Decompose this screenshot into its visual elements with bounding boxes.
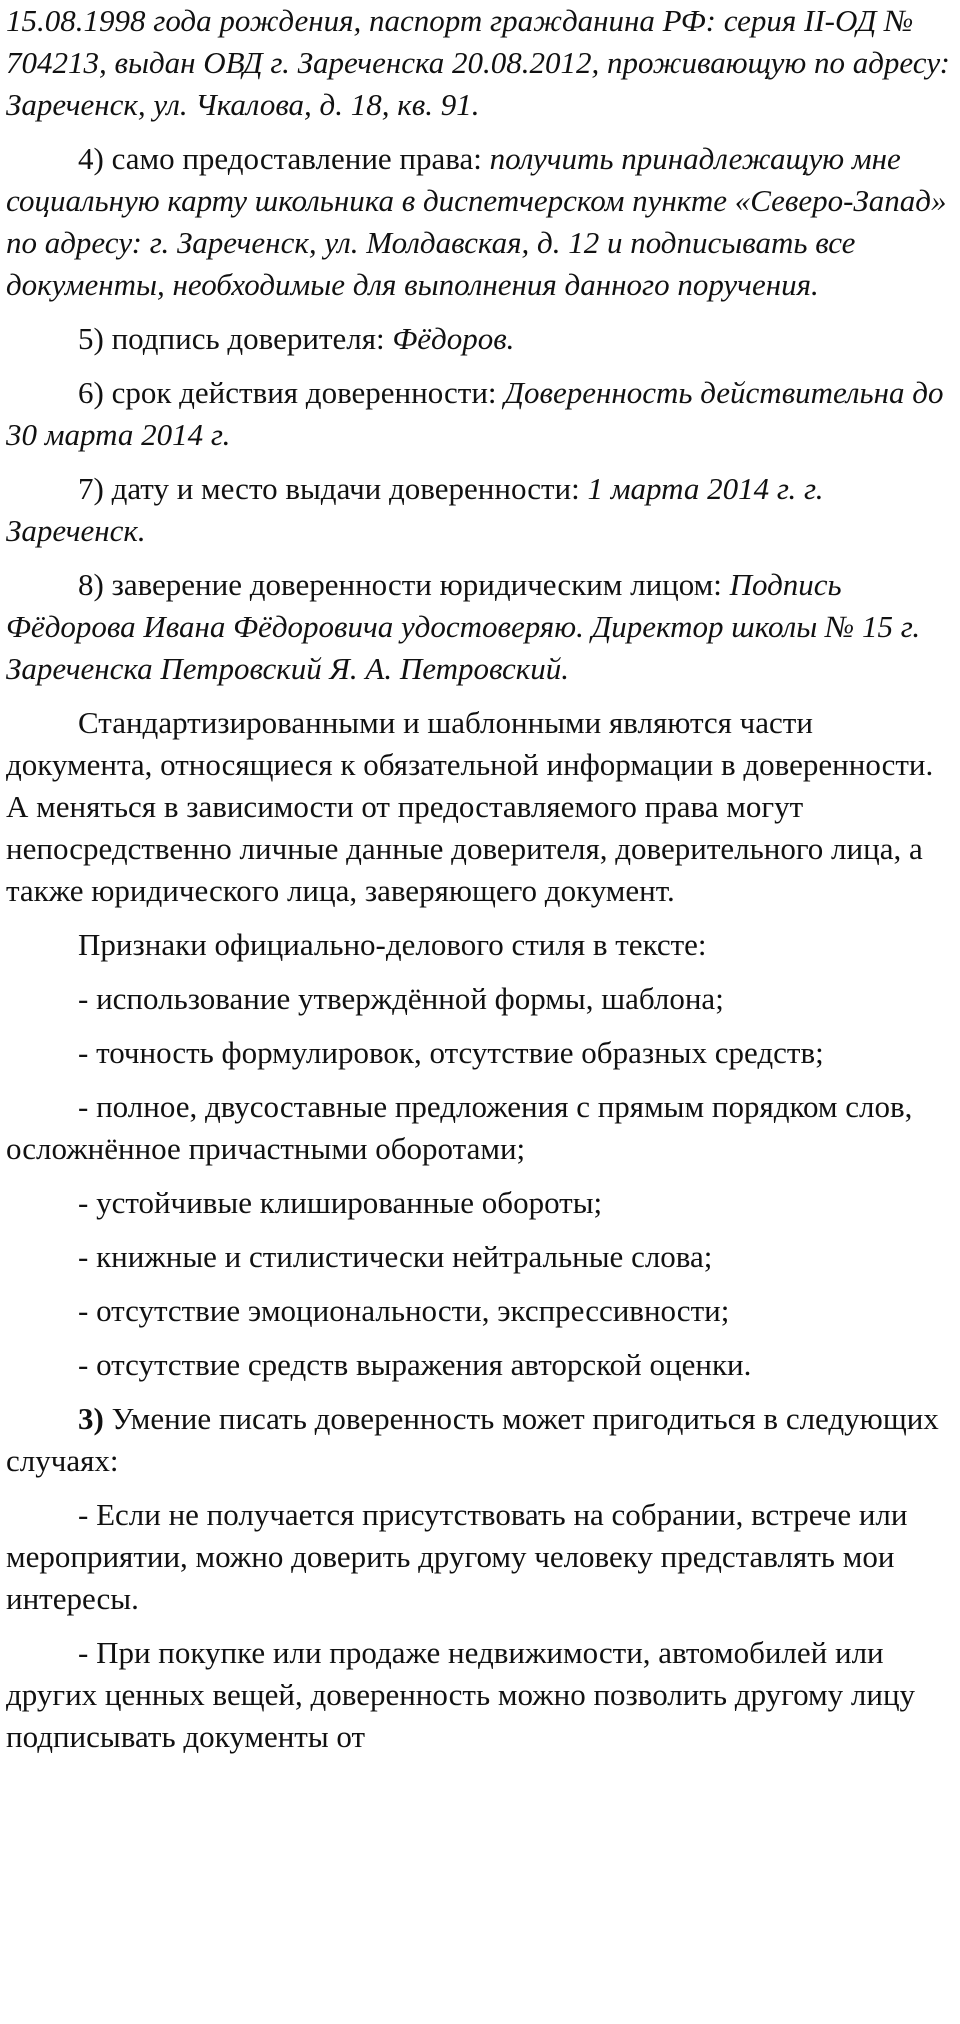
answer-text: Умение писать доверенность может пригодиться в следующих случаях: bbox=[6, 1401, 939, 1478]
list-item-feature: - полное, двусоставные предложения с прямым порядком слов, осложнённое причастными оборотами; bbox=[6, 1089, 913, 1166]
item-italic: 1 марта 2014 г. г. Зареченск. bbox=[6, 471, 824, 548]
paragraph-answer-3 bbox=[6, 1398, 956, 1482]
item-lead: 6) срок действия доверенности: bbox=[78, 375, 505, 410]
paragraph-item-7 bbox=[6, 468, 956, 552]
list-item-case: - При покупке или продаже недвижимости, автомобилей или других ценных вещей, доверенность можно позволить другому лицу подписывать документы от bbox=[6, 1635, 916, 1754]
paragraph-item-6 bbox=[6, 372, 956, 456]
item-italic: Фёдоров. bbox=[392, 321, 515, 356]
paragraph-item-4 bbox=[6, 138, 956, 306]
answer-number: 3) bbox=[78, 1401, 104, 1436]
item-italic: Доверенность действительна до 30 марта 2014 г. bbox=[6, 375, 944, 452]
item-lead: 5) подпись доверителя: bbox=[78, 321, 393, 356]
item-lead: 4) само предоставление права: bbox=[78, 141, 490, 176]
italic-text: 15.08.1998 года рождения, паспорт гражданина РФ: серия II-ОД № 704213, выдан ОВД г. Зареченска 20.08.2012, проживающую по адресу: Зареченск, ул. Чкалова, д. 18, кв. 91. bbox=[6, 3, 950, 122]
list-item-feature: - точность формулировок, отсутствие образных средств; bbox=[78, 1035, 824, 1070]
list-item-feature: - использование утверждённой формы, шаблона; bbox=[78, 981, 724, 1016]
paragraph-standardized-parts: Стандартизированными и шаблонными являются части документа, относящиеся к обязательной информации в доверенности. А меняться в зависимости от предоставляемого права могут непосредственно личные данные доверителя, доверительного лица, а также юридического лица, заверяющего документ. bbox=[6, 705, 934, 908]
list-item-feature: - отсутствие средств выражения авторской оценки. bbox=[78, 1347, 752, 1382]
document-page bbox=[6, 0, 956, 1770]
paragraph-style-features-heading: Признаки официально-делового стиля в тексте: bbox=[78, 927, 707, 962]
paragraph-item-5 bbox=[6, 318, 956, 360]
list-item-case: - Если не получается присутствовать на собрании, встрече или мероприятии, можно доверить другому человеку представлять мои интересы. bbox=[6, 1497, 908, 1616]
paragraph-item-8 bbox=[6, 564, 956, 690]
item-italic: Подпись Фёдорова Ивана Фёдоровича удостоверяю. Директор школы № 15 г. Зареченска Петровский Я. А. Петровский. bbox=[6, 567, 921, 686]
paragraph-continuation bbox=[6, 0, 956, 126]
item-lead: 8) заверение доверенности юридическим лицом: bbox=[78, 567, 730, 602]
item-italic: получить принадлежащую мне социальную карту школьника в диспетчерском пункте «Северо-Запад» по адресу: г. Зареченск, ул. Молдавская, д. 12 и подписывать все документы, необходимые для выполнения данного поручения. bbox=[6, 141, 947, 302]
list-item-feature: - устойчивые клишированные обороты; bbox=[78, 1185, 603, 1220]
item-lead: 7) дату и место выдачи доверенности: bbox=[78, 471, 588, 506]
list-item-feature: - книжные и стилистически нейтральные слова; bbox=[78, 1239, 713, 1274]
list-item-feature: - отсутствие эмоциональности, экспрессивности; bbox=[78, 1293, 730, 1328]
